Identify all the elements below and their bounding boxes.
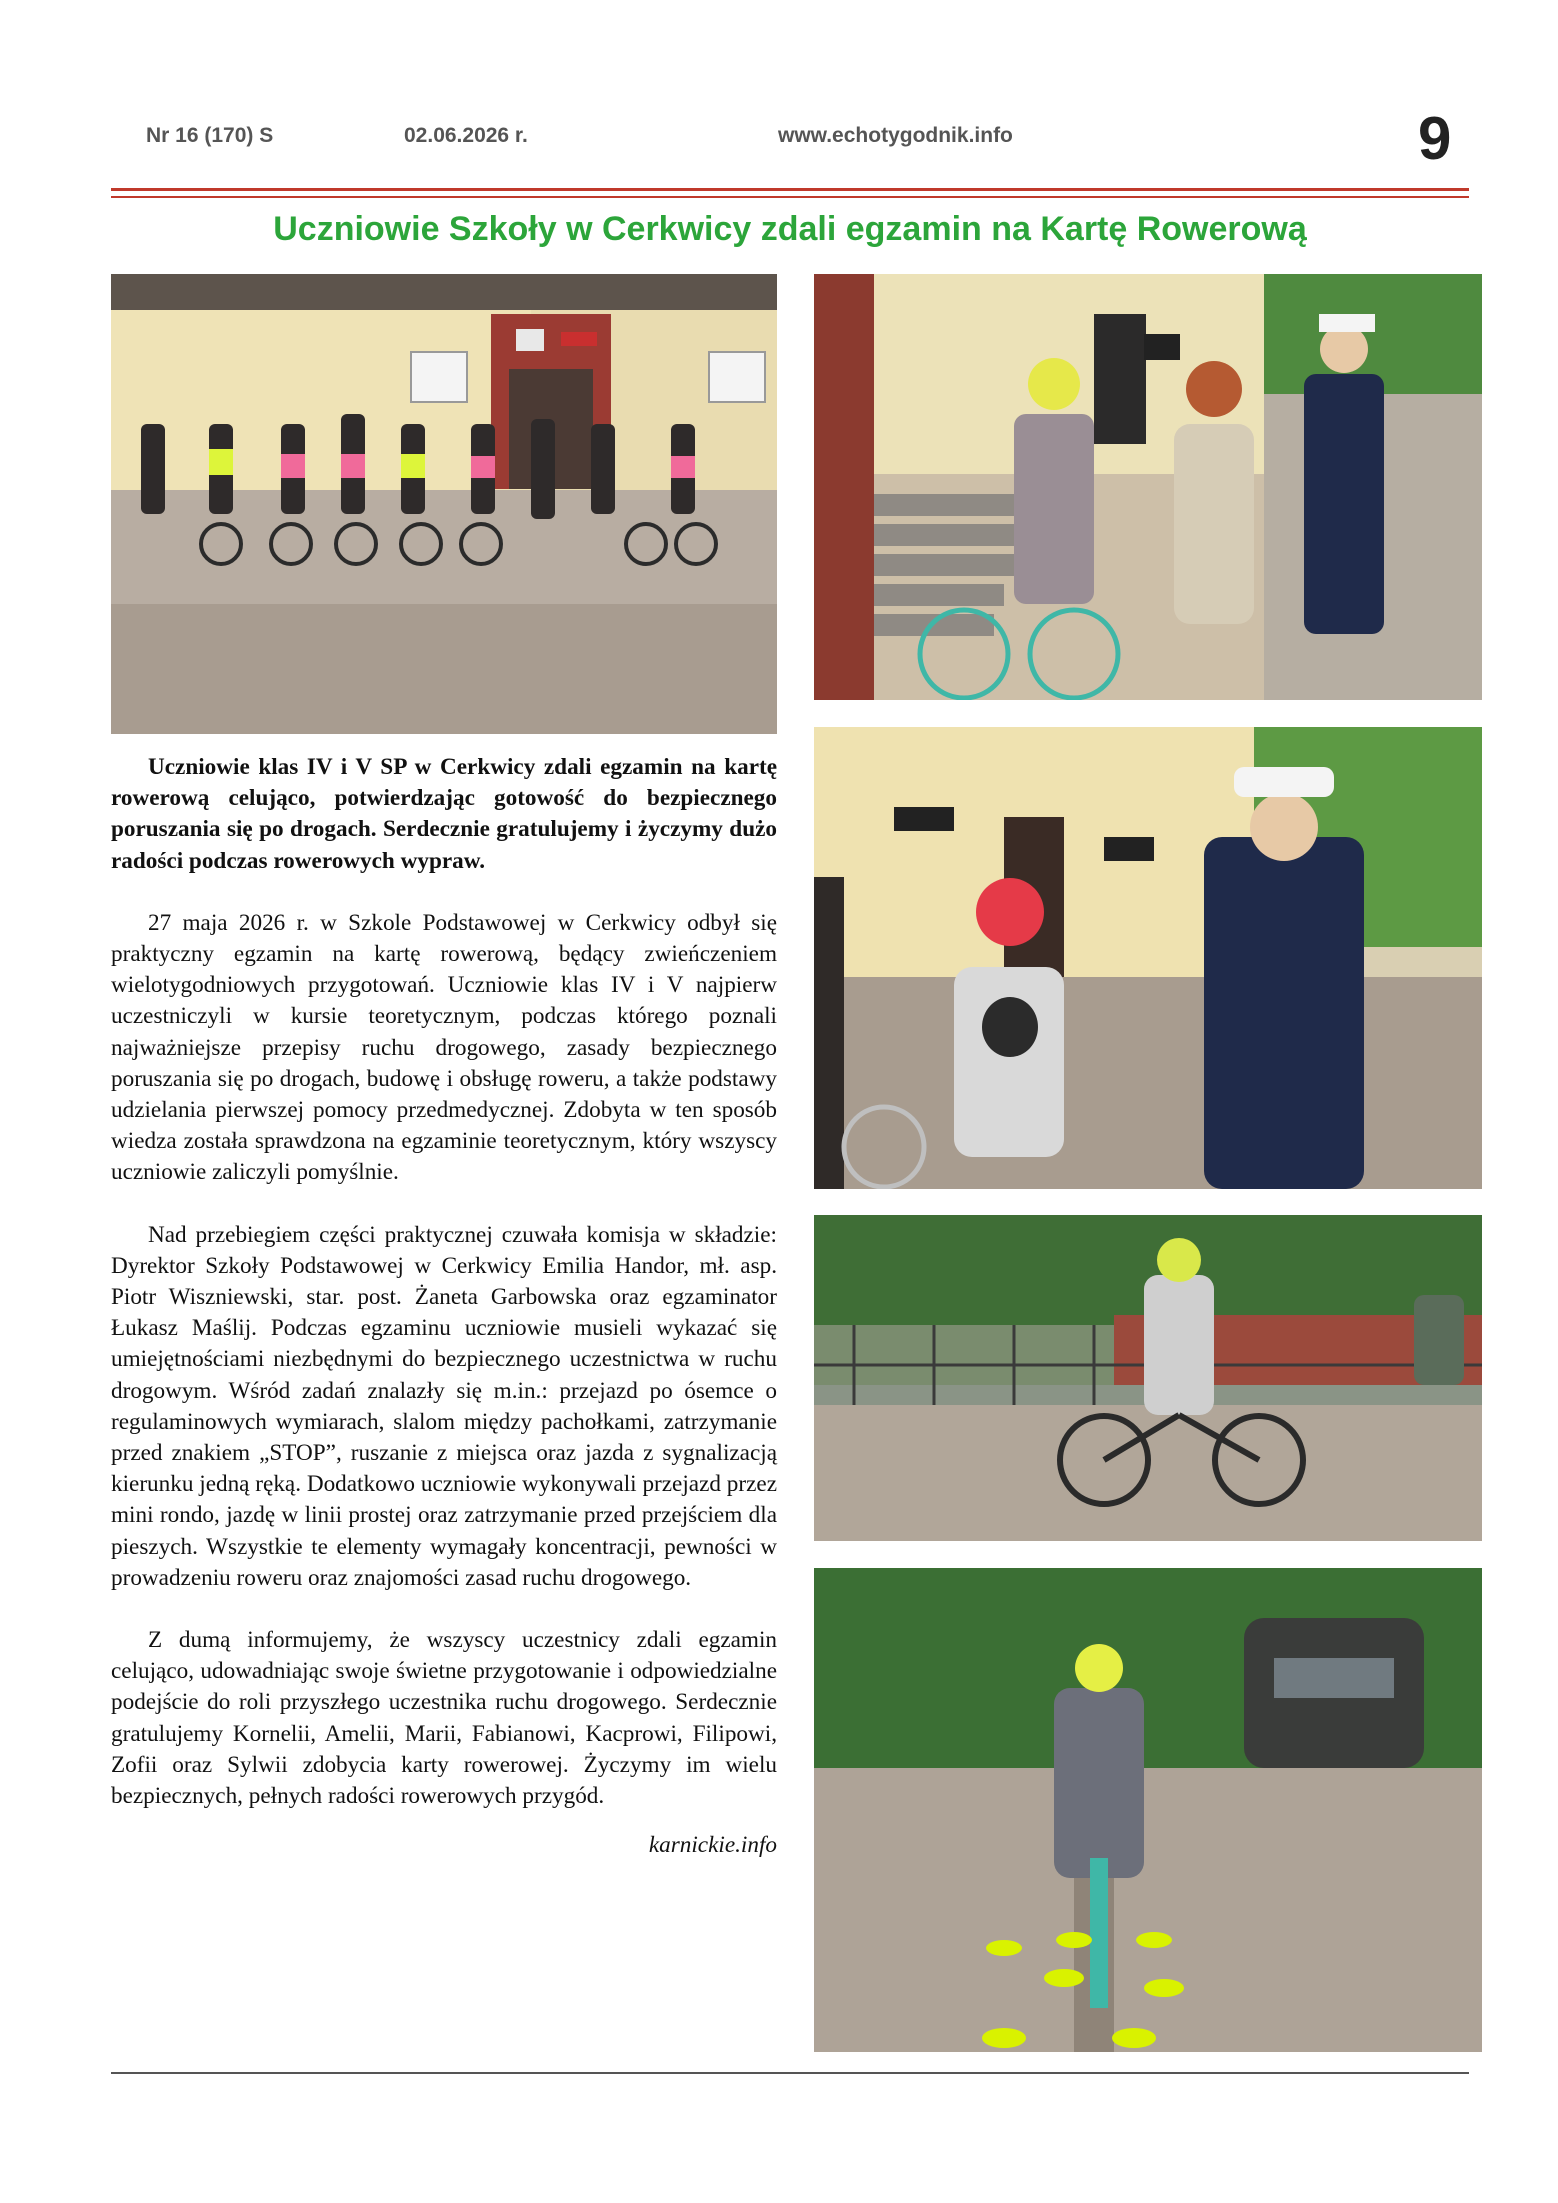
page-number: 9 [1418,105,1452,172]
footer-rule [111,2072,1469,2074]
page-header [0,105,1558,172]
article-title: Uczniowie Szkoły w Cerkwicy zdali egzamin na Kartę Rowerową [273,210,1307,248]
photo-boy-with-policewoman [814,727,1482,1189]
website-link[interactable]: www.echotygodnik.info [778,124,1013,147]
issue-number: Nr 16 (170) S [146,124,274,147]
photo-handshake-with-police [814,274,1482,700]
header-rule [111,188,1469,191]
article-paragraph: Nad przebiegiem części praktycznej czuwała komisja w składzie: Dyrektor Szkoły Podstawowej w Cerkwicy Emilia Handor, mł. asp. Piotr Wiszniewski, star. post. Żaneta Garbowska oraz egzaminator Łukasz Maślij. Podczas egzaminu uczniowie musieli wykazać się umiejętnościami niezbędnymi do bezpiecznego uczestnictwa w ruchu drogowym. Wśród zadań znalazły się m.in.: przejazd po ósemce o regulaminowych wymiarach, slalom między pachołkami, zatrzymanie przed znakiem „STOP”, ruszanie z miejsca oraz jazda z sygnalizacją kierunku jedną ręką. Dodatkowo uczniowie wykonywali przejazd przez mini rondo, jazdę w linii prostej oraz zatrzymanie przed przejściem dla pieszych. Wszystkie te elementy wymagały koncentracji, pewności w prowadzeniu roweru oraz znajomości zasad ruchu drogowego. [111,1221,777,1591]
article-paragraph: Z dumą informujemy, że wszyscy uczestnicy zdali egzamin celująco, udowadniając swoje świetne przygotowanie i odpowiedzialne podejście do roli przyszłego uczestnika ruchu drogowego. Serdecznie gratulujemy Kornelii, Amelii, Marii, Fabianowi, Kacprowi, Filipowi, Zofii oraz Sylwii zdobycia karty rowerowej. Życzymy im wielu bezpiecznych, pełnych radości rowerowych przygód. [111,1627,777,1810]
photo-group-in-front-of-school [111,274,777,734]
photo-cyclist-on-course [814,1215,1482,1541]
article-lead: Uczniowie klas IV i V SP w Cerkwicy zdali egzamin na kartę rowerową celująco, potwierdzając gotowość do bezpiecznego poruszania się po drogach. Serdecznie gratulujemy i życzymy dużo radości podczas rowerowych wypraw. [111,754,777,874]
article-source: karnickie.info [648,1832,777,1859]
article-paragraph: 27 maja 2026 r. w Szkole Podstawowej w Cerkwicy odbył się praktyczny egzamin na kartę rowerową, będący zwieńczeniem wielotygodniowych przygotowań. Uczniowie klas IV i V najpierw uczestniczyli w kursie teoretycznym, podczas którego poznali najważniejsze przepisy ruchu drogowego, zasady bezpiecznego poruszania się po drogach, budowę i obsługę roweru, a także podstawy udzielania pierwszej pomocy przedmedycznej. Zdobyta w ten sposób wiedza została sprawdzona na egzaminie teoretycznym, który wszyscy uczniowie zaliczyli pomyślnie. [111,909,777,1186]
header-rule [111,196,1469,198]
issue-date: 02.06.2026 r. [404,124,528,147]
article-body [111,752,777,1862]
photo-cyclist-between-cones [814,1568,1482,2052]
